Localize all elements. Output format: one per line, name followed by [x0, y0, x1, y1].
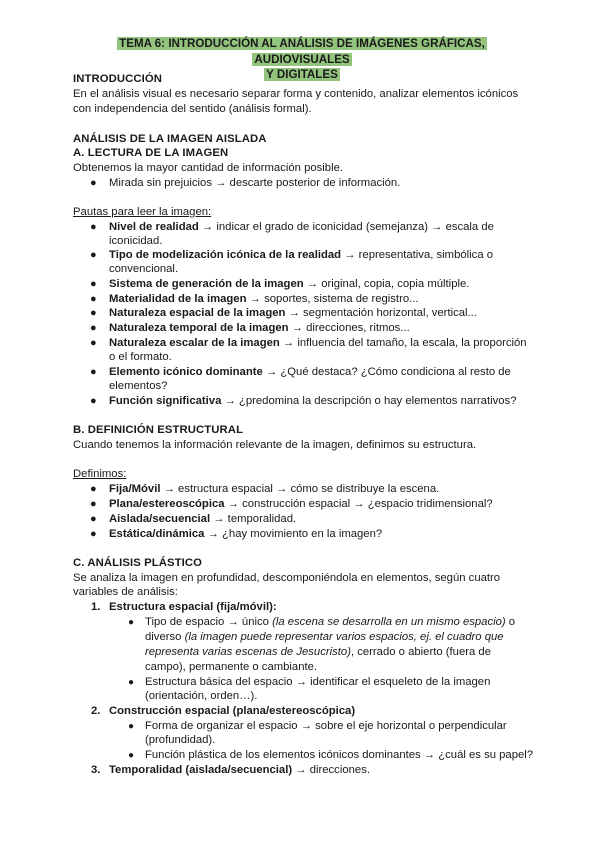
bullet-icon: ● [90, 177, 97, 189]
pautas-item: Materialidad de la imagen → soportes, sistema de registro... [109, 293, 419, 305]
pautas-item: Naturaleza temporal de la imagen → direcciones, ritmos... [109, 322, 410, 334]
definimos-item: Estática/dinámica → ¿hay movimiento en la imagen? [109, 528, 383, 540]
tipo-espacio-line-3: representa varias escenas de Jesucristo), cerrado o abierto (fuera de [145, 646, 491, 658]
intro-line-1: En el análisis visual es necesario separar forma y contenido, analizar elementos icónicos [73, 88, 519, 100]
list-number: 1. [91, 601, 101, 613]
construccion-espacial-title: Construcción espacial (plana/estereoscópica) [109, 705, 356, 717]
lectura-bullet: Mirada sin prejuicios → descarte posterior de información. [109, 177, 401, 189]
estructura-basica-line-1: Estructura básica del espacio → identificar el esqueleto de la imagen [145, 676, 491, 688]
bullet-icon: ● [90, 322, 97, 334]
circle-bullet-icon: ● [128, 721, 135, 732]
lectura-text: Obtenemos la mayor cantidad de información posible. [73, 162, 344, 174]
pautas-item-cont: convencional. [109, 263, 179, 275]
tipo-espacio-line-1: Tipo de espacio → único (la escena se desarrolla en un mismo espacio) o [145, 616, 516, 628]
circle-bullet-icon: ● [128, 617, 135, 628]
estructural-heading: B. DEFINICIÓN ESTRUCTURAL [73, 424, 244, 436]
tipo-espacio-line-4: campo), permanente o cambiante. [145, 661, 318, 673]
pautas-item: Nivel de realidad → indicar el grado de iconicidad (semejanza) → escala de [109, 221, 494, 233]
temporalidad-item: Temporalidad (aislada/secuencial) → direcciones. [109, 764, 370, 776]
intro-heading: INTRODUCCIÓN [73, 73, 163, 85]
pautas-label: Pautas para leer la imagen: [73, 206, 212, 218]
forma-organizar-line-1: Forma de organizar el espacio → sobre el eje horizontal o perpendicular [145, 720, 507, 732]
forma-organizar-line-2: (profundidad). [145, 734, 216, 746]
bullet-icon: ● [90, 513, 97, 525]
pautas-item-cont: iconicidad. [109, 235, 163, 247]
intro-line-2: con independencia del sentido (análisis formal). [73, 103, 312, 115]
pautas-item: Función significativa → ¿predomina la descripción o hay elementos narrativos? [109, 395, 517, 407]
definimos-item: Plana/estereoscópica → construcción espacial → ¿espacio tridimensional? [109, 498, 493, 510]
bullet-icon: ● [90, 528, 97, 540]
aislada-heading: ANÁLISIS DE LA IMAGEN AISLADA [73, 133, 267, 145]
bullet-icon: ● [90, 249, 97, 261]
estructura-basica-line-2: (orientación, orden…). [145, 690, 258, 702]
lectura-heading: A. LECTURA DE LA IMAGEN [73, 147, 229, 159]
bullet-icon: ● [90, 498, 97, 510]
circle-bullet-icon: ● [128, 750, 135, 761]
pautas-item-cont: o el formato. [109, 351, 172, 363]
definimos-label: Definimos: [73, 468, 127, 480]
pautas-item: Naturaleza escalar de la imagen → influencia del tamaño, la escala, la proporción [109, 337, 527, 349]
circle-bullet-icon: ● [128, 677, 135, 688]
plastico-line-2: variables de análisis: [73, 586, 178, 598]
bullet-icon: ● [90, 483, 97, 495]
title-line-1: TEMA 6: INTRODUCCIÓN AL ANÁLISIS DE IMÁGENES GRÁFICAS, AUDIOVISUALES [119, 37, 485, 66]
pautas-item: Naturaleza espacial de la imagen → segmentación horizontal, vertical... [109, 307, 477, 319]
estructura-espacial-title: Estructura espacial (fija/móvil): [109, 601, 277, 613]
pautas-item: Elemento icónico dominante → ¿Qué destaca? ¿Cómo condiciona al resto de [109, 366, 511, 378]
tipo-espacio-line-2: diverso (la imagen puede representar varios espacios, ej. el cuadro que [145, 631, 504, 643]
plastico-heading: C. ANÁLISIS PLÁSTICO [73, 557, 202, 569]
bullet-icon: ● [90, 307, 97, 319]
estructural-text: Cuando tenemos la información relevante de la imagen, definimos su estructura. [73, 439, 477, 451]
definimos-item: Fija/Móvil → estructura espacial → cómo se distribuye la escena. [109, 483, 440, 495]
funcion-plastica-line-1: Función plástica de los elementos icónicos dominantes → ¿cuál es su papel? [145, 749, 534, 761]
bullet-icon: ● [90, 366, 97, 378]
title-line-2: Y DIGITALES [266, 68, 338, 81]
pautas-item: Tipo de modelización icónica de la realidad → representativa, simbólica o [109, 249, 494, 261]
bullet-icon: ● [90, 221, 97, 233]
bullet-icon: ● [90, 337, 97, 349]
definimos-item: Aislada/secuencial → temporalidad. [109, 513, 297, 525]
list-number: 3. [91, 764, 101, 776]
bullet-icon: ● [90, 293, 97, 305]
pautas-item-cont: elementos? [109, 380, 168, 392]
plastico-line-1: Se analiza la imagen en profundidad, descomponiéndola en elementos, según cuatro [73, 572, 501, 584]
pautas-item: Sistema de generación de la imagen → original, copia, copia múltiple. [109, 278, 470, 290]
list-number: 2. [91, 705, 101, 717]
bullet-icon: ● [90, 278, 97, 290]
bullet-icon: ● [90, 395, 97, 407]
